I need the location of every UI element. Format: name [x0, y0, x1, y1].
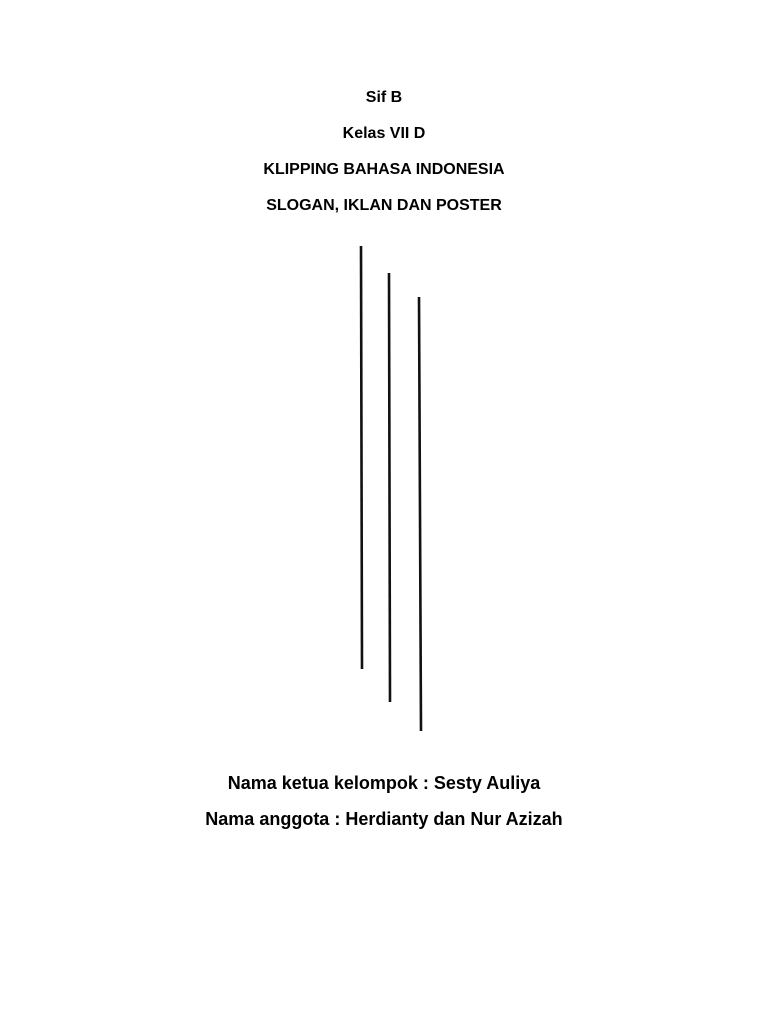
document-title: KLIPPING BAHASA INDONESIA: [263, 161, 505, 178]
group-leader: Nama ketua kelompok : Sesty Auliya: [227, 773, 541, 793]
decorative-line-3: [419, 297, 421, 731]
decorative-line-1: [361, 246, 362, 669]
group-members: Nama anggota : Herdianty dan Nur Azizah: [205, 809, 563, 829]
shift-label: Sif B: [365, 89, 403, 106]
decorative-lines: [340, 236, 440, 740]
class-label: Kelas VII D: [342, 125, 426, 142]
document-subtitle: SLOGAN, IKLAN DAN POSTER: [266, 197, 502, 214]
decorative-line-2: [389, 273, 390, 702]
